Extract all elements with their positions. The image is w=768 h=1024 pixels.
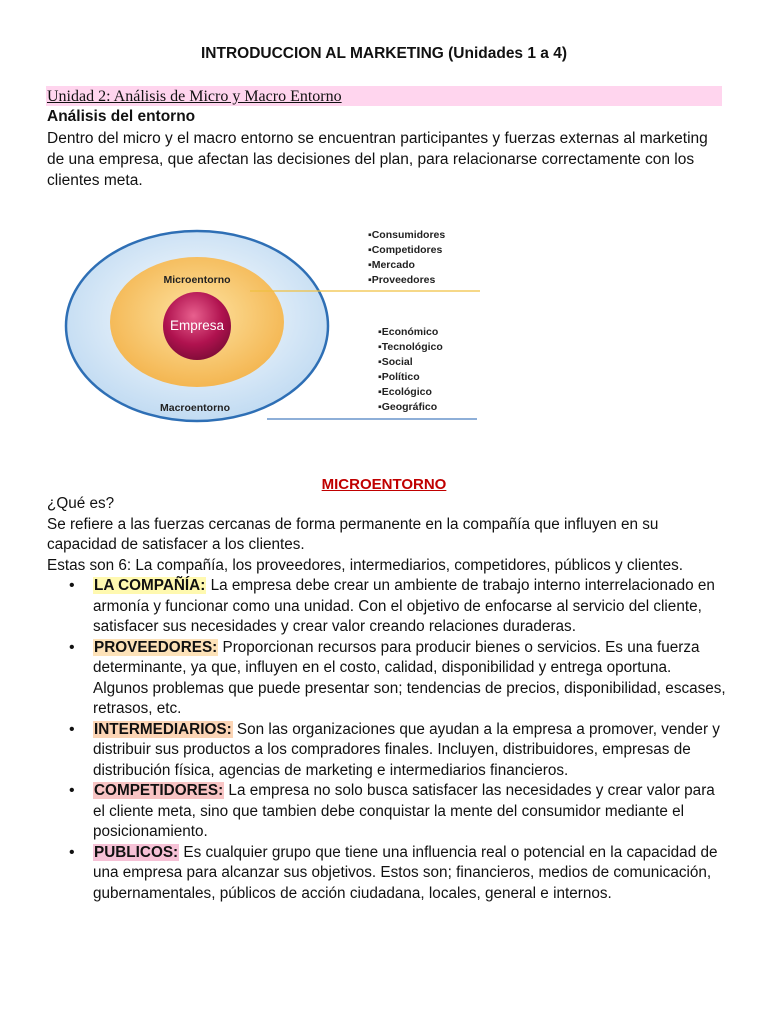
question-line: ¿Qué es? [47,495,115,512]
force-term: LA COMPAÑÍA: [94,577,206,594]
microentorno-label: Microentorno [163,274,231,286]
micro-item: ▪Proveedores [368,274,436,286]
unit-heading: Unidad 2: Análisis de Micro y Macro Entorno [47,88,342,105]
environment-diagram [55,215,485,445]
micro-item: ▪Competidores [368,244,443,256]
force-term: INTERMEDIARIOS: [94,720,232,738]
intro-paragraph: Dentro del micro y el macro entorno se encuentran participantes y fuerzas externas al marketing de una empresa, que afectan las decisiones del plan, para relacionarse correctamente con los clientes meta. [47,130,708,189]
force-description: La empresa no solo busca satisfacer las necesidades y crear valor para el cliente meta, sino que tambien debe conquistar la mente del consumidor mediante el posicionamiento. [93,782,715,840]
macro-item: ▪Político [378,371,420,383]
force-term: PUBLICOS: [94,843,179,861]
document-title: INTRODUCCION AL MARKETING (Unidades 1 a 4) [201,45,567,62]
list-intro-paragraph: Estas son 6: La compañía, los proveedores, intermediarios, competidores, públicos y clientes. [47,556,683,574]
force-description: Son las organizaciones que ayudan a la empresa a promover, vender y distribuir sus productos a los compradores finales. Incluyen, distribuidores, empresas de distribución física, agencias de marketing e intermediarios financieros. [93,720,720,779]
micro-item: ▪Mercado [368,259,415,271]
microentorno-body [47,494,727,904]
force-list-item [93,638,727,720]
micro-items-list [368,229,445,286]
force-list-item [93,720,727,782]
empresa-label: Empresa [169,318,225,333]
micro-item: ▪Consumidores [368,229,446,241]
macro-items-list [378,326,443,413]
force-description: La empresa debe crear un ambiente de trabajo interno interrelacionado en armonía y funcionar como una unidad. Con el objetivo de enfocarse al servicio del cliente, satisfacer sus necesidades y crear valor creando relaciones duraderas. [93,577,715,635]
force-list-item [93,843,727,905]
microentorno-heading: MICROENTORNO [321,476,447,493]
definition-paragraph: Se refiere a las fuerzas cercanas de forma permanente en la compañía que influyen en su capacidad de satisfacer a los clientes. [47,515,659,553]
section-subheading: Análisis del entorno [47,108,196,125]
forces-list [47,576,727,904]
macro-item: ▪Ecológico [378,386,432,398]
force-term: PROVEEDORES: [94,638,218,656]
macro-item: ▪Tecnológico [378,341,443,353]
force-description: Es cualquier grupo que tiene una influencia real o potencial en la capacidad de una empresa para alcanzar sus objetivos. Estos son; financieros, medios de comunicación, gubernamentales, públicos de acción ciudadana, locales, general e internos. [93,843,718,902]
macro-item: ▪Económico [378,326,439,338]
macro-item: ▪Social [378,356,413,368]
force-description: Proporcionan recursos para producir bienes o servicios. Es una fuerza determinante, ya que, influyen en el costo, calidad, disponibilidad y entrega oportuna. Algunos problemas que puede presentar son; tendencias de precios, disponibilidad, escases, retrasos, etc. [93,638,726,717]
force-term: COMPETIDORES: [94,782,224,799]
force-list-item [93,576,727,638]
macroentorno-label: Macroentorno [159,402,231,414]
force-list-item [93,781,727,843]
macro-item: ▪Geográfico [378,401,438,413]
